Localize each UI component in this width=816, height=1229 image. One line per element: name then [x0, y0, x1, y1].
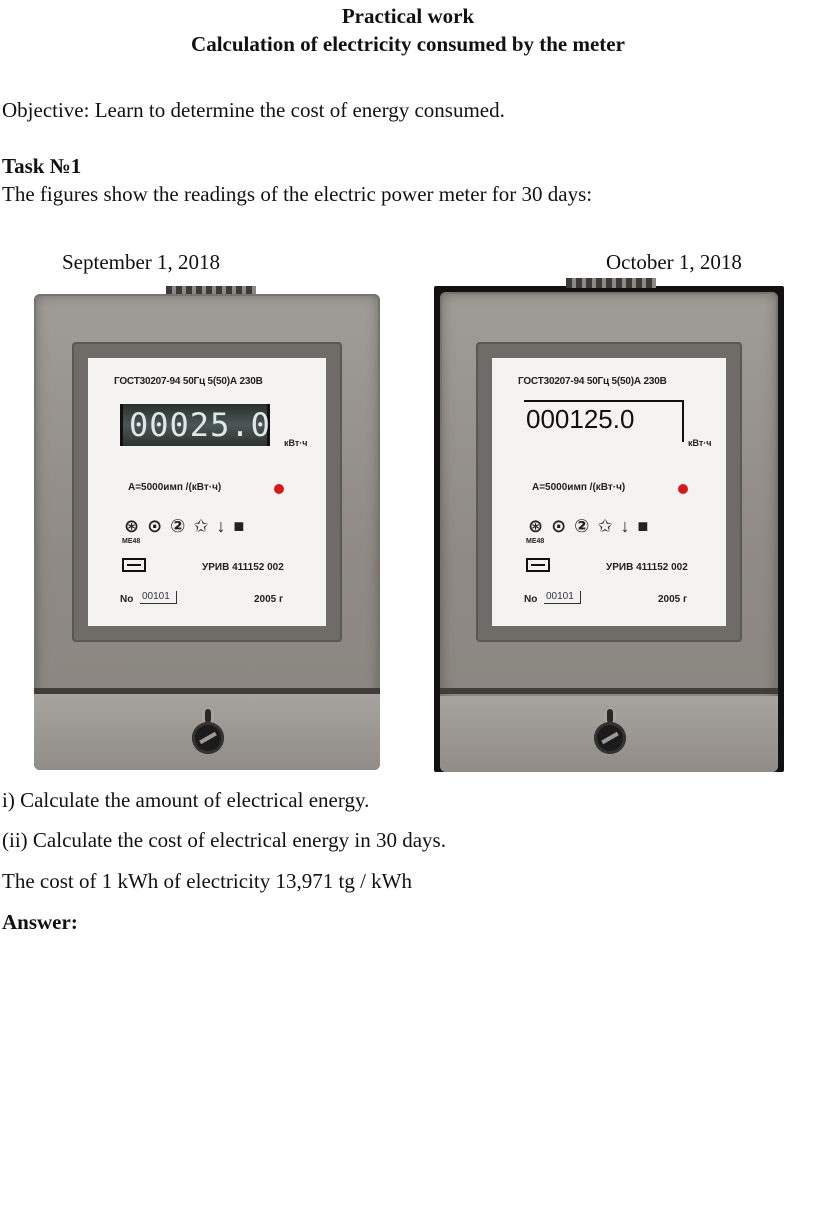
screw-icon — [192, 722, 224, 754]
objective-text: Objective: Learn to determine the cost of energy consumed. — [2, 98, 505, 122]
cost-line: The cost of 1 kWh of electricity 13,971 tg / kWh — [2, 869, 412, 893]
meter-wires — [566, 278, 656, 288]
certification-icons: ⊛⊙②✩↓■ — [124, 516, 253, 536]
meter-date-left: September 1, 2018 — [62, 250, 221, 274]
meter-year: 2005 г — [254, 594, 284, 605]
meter-image-left — [34, 294, 380, 770]
certification-icons: ⊛⊙②✩↓■ — [528, 516, 657, 536]
page-title: Practical work — [341, 4, 475, 28]
me-label: МЕ48 — [122, 538, 141, 545]
meter-spec: ГОСТ30207-94 50Гц 5(50)А 230В — [114, 376, 263, 387]
meter-unit: кВт·ч — [688, 438, 712, 448]
serial-value: 00101 — [544, 591, 581, 604]
task-intro: The figures show the readings of the electric power meter for 30 days: — [2, 182, 593, 206]
question-1: i) Calculate the amount of electrical energy. — [2, 788, 370, 812]
meter-reading: 000125.0 — [524, 400, 684, 442]
meter-unit: кВт·ч — [284, 438, 308, 448]
meter-model: УРИВ 411152 002 — [202, 562, 284, 573]
card-icon — [122, 558, 146, 572]
answer-label: Answer: — [2, 910, 78, 934]
meter-date-right: October 1, 2018 — [606, 250, 742, 274]
meter-constant: A=5000имп /(кВт·ч) — [532, 482, 626, 493]
task-heading: Task №1 — [2, 154, 82, 178]
page-subtitle: Calculation of electricity consumed by the meter — [191, 32, 625, 56]
meter-model: УРИВ 411152 002 — [606, 562, 688, 573]
meter-reading: 00025.0 — [120, 404, 270, 446]
serial-value: 00101 — [140, 591, 177, 604]
meter-face — [492, 358, 726, 626]
screw-icon — [594, 722, 626, 754]
serial-label: No — [524, 594, 538, 605]
meter-face — [88, 358, 326, 626]
meter-image-right — [434, 286, 784, 772]
meter-year: 2005 г — [658, 594, 688, 605]
me-label: МЕ48 — [526, 538, 545, 545]
serial-label: No — [120, 594, 134, 605]
indicator-led — [274, 484, 284, 494]
meter-spec: ГОСТ30207-94 50Гц 5(50)А 230В — [518, 376, 667, 387]
indicator-led — [678, 484, 688, 494]
meter-constant: A=5000имп /(кВт·ч) — [128, 482, 222, 493]
question-2: (ii) Calculate the cost of electrical energy in 30 days. — [2, 828, 446, 852]
card-icon — [526, 558, 550, 572]
